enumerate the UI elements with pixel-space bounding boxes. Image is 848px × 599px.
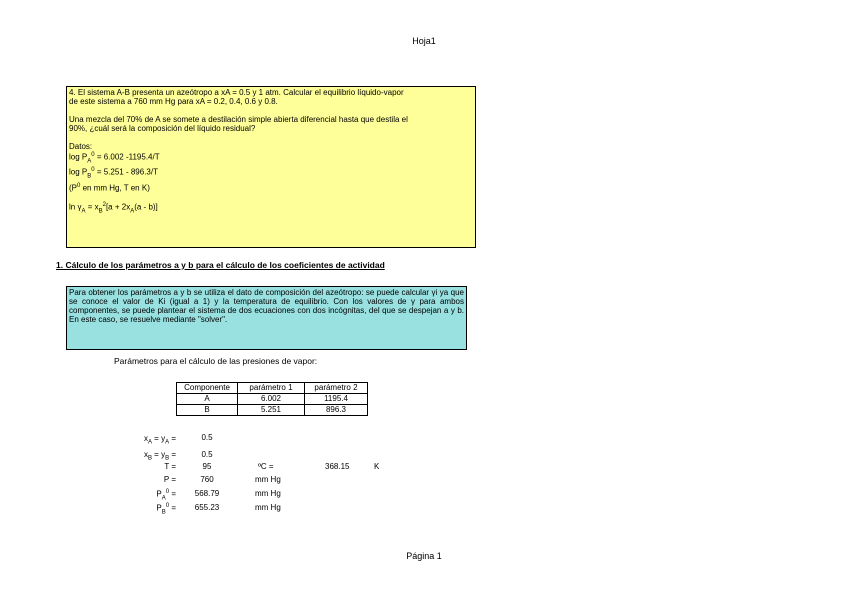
p-value: 760 [200,475,214,484]
table-row [177,394,368,405]
pa-label: $P_A^0$ = [156,489,176,502]
header-componente: Componente [177,383,238,394]
params-header-row [177,383,368,394]
pb-unit: mm Hg [255,503,281,512]
header-parametro-1: parámetro 1 [238,383,305,394]
t-kelvin: 368.15 [325,462,350,471]
problem-line-2: de este sistema a 760 mm Hg para xA = 0.2, 0.4, 0.6 y 0.8. [69,97,278,106]
cell-param1: 6.002 [238,394,305,405]
pa-value: 568.79 [194,489,220,498]
problem-line-1-text: 4. El sistema A-B presenta un azeótropo a xA = 0.5 y 1 atm. Calcular el equilibrio líquido-vapor [69,88,404,97]
explanation-text: Para obtener los parámetros a y b se utiliza el dato de composición del azeótropo: se puede calcular γi ya que se conoce el valor de Ki (igual a 1) y la temperatura de equilibrio. Con los valores de γ para ambos componentes, se puede plantear el sistema de dos ecuaciones con dos incógnitas, del que se despejan a y b. En este caso, se resuelve mediante "solver". [69,288,464,324]
xa-value: 0.5 [201,433,213,442]
section-title: 1. Cálculo de los parámetros a y b para el cálculo de los coeficientes de actividad [56,260,385,270]
pb-value: 655.23 [194,503,220,512]
t-unit: ºC = [258,462,274,471]
cell-param1: 5.251 [238,405,305,416]
p-label: P = [163,475,176,484]
xb-value: 0.5 [201,450,213,459]
cell-component: A [177,394,238,405]
activity-equation: $\ln \gamma_A = x_B^2[a + 2x_A(a - b)]$ [69,202,158,215]
params-caption: Parámetros para el cálculo de las presiones de vapor: [114,356,318,366]
cell-param2: 1195.4 [305,394,368,405]
datos-label: Datos: [69,142,93,151]
sheet-title: Hoja1 [412,36,436,46]
problem-line-1 [69,88,473,97]
t-kelvin-unit: K [374,462,380,471]
units-note: ($P^0$ en mm Hg, T en K) [69,182,150,193]
header-parametro-2: parámetro 2 [305,383,368,394]
xa-label: $x_A = y_A$ = [143,434,176,446]
table-row [177,405,368,416]
pa-unit: mm Hg [255,489,281,498]
page-footer: Página 1 [406,551,442,561]
params-table [176,382,368,416]
xb-label: $x_B = y_B$ = [143,450,176,462]
equation-a: $\log P_A^0 = 6.002$ -1195.4/T [69,152,160,165]
problem-statement-box [66,86,476,248]
t-value: 95 [202,462,212,471]
equation-b: $\log P_B^0 = 5.251 - 896.3/T$ [69,167,158,180]
t-label: T = [164,462,176,471]
p-unit: mm Hg [255,475,281,484]
problem-line-4: 90%, ¿cuál será la composición del líquido residual? [69,124,256,133]
pb-label: $P_B^0$ = [156,503,176,516]
cell-component: B [177,405,238,416]
explanation-box [66,286,467,350]
cell-param2: 896.3 [305,405,368,416]
problem-line-3: Una mezcla del 70% de A se somete a destilación simple abierta diferencial hasta que destila el [69,115,408,124]
